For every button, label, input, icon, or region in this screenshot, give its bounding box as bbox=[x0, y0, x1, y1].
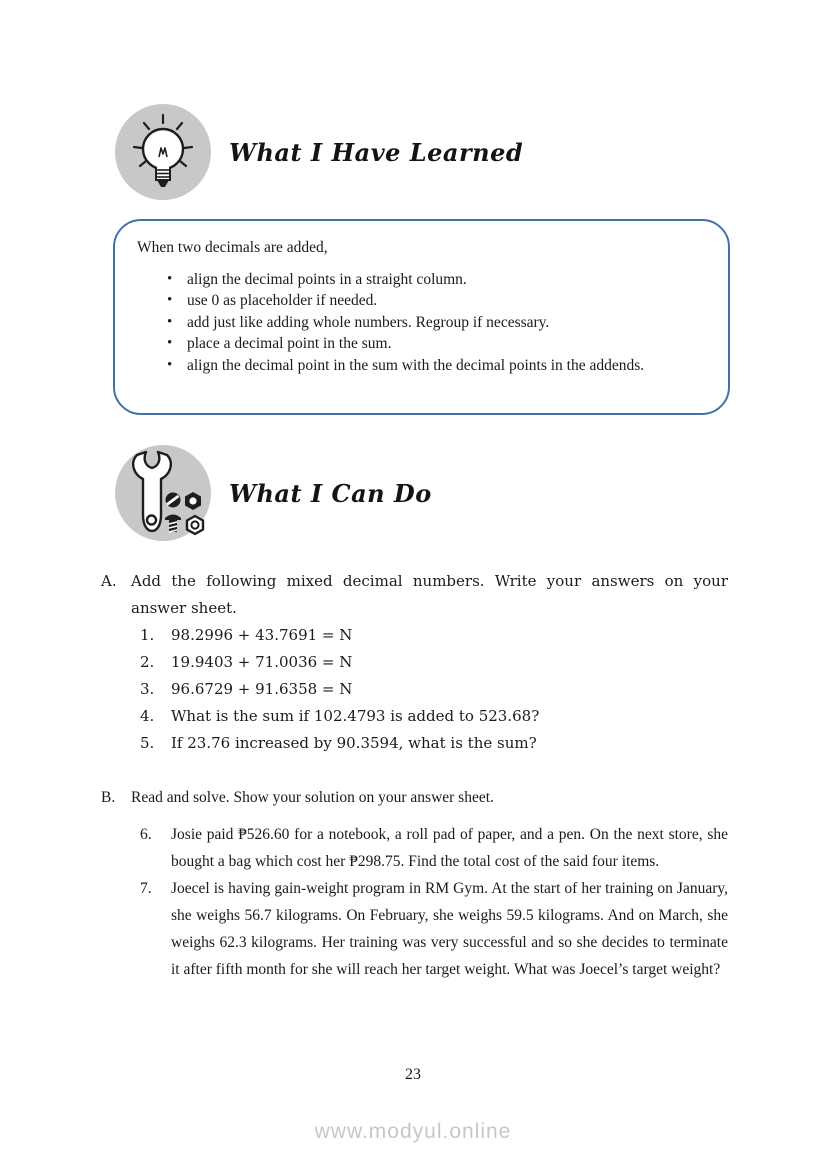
summary-bullet: • place a decimal point in the sum. bbox=[165, 333, 708, 355]
section-a-heading bbox=[101, 568, 728, 622]
question-number: 1. bbox=[140, 626, 155, 644]
question-item bbox=[140, 703, 728, 730]
summary-bullet: • align the decimal point in the sum with the decimal points in the addends. bbox=[165, 355, 708, 377]
question-number: 6. bbox=[140, 826, 152, 843]
question-text: 19.9403 + 71.0036 = N bbox=[171, 653, 353, 671]
summary-bullet-list bbox=[165, 269, 708, 377]
question-text: 96.6729 + 91.6358 = N bbox=[171, 680, 353, 698]
summary-bullet: • align the decimal points in a straight column. bbox=[165, 269, 708, 291]
section-b-question-list bbox=[140, 821, 728, 983]
summary-intro: When two decimals are added, bbox=[137, 239, 328, 256]
question-text: Josie paid ₱526.60 for a notebook, a roll pad of paper, and a pen. On the next store, she bought a bag which cost her ₱298.75. Find the total cost of the said four items. bbox=[171, 826, 728, 870]
question-number: 7. bbox=[140, 880, 152, 897]
question-number: 4. bbox=[140, 707, 155, 725]
question-text: Joecel is having gain-weight program in RM Gym. At the start of her training on January, she weighs 56.7 kilograms. On February, she weighs 59.5 kilograms. And on March, she weighs 62.3 kilograms. Her training was very successful and so she decides to terminate it after fifth month for she will reach her target weight. What was Joecel’s target weight? bbox=[171, 880, 728, 978]
section-b-heading bbox=[101, 784, 728, 811]
question-item bbox=[140, 875, 728, 983]
section-a-question-list bbox=[140, 622, 728, 757]
page-number: 23 bbox=[405, 1066, 421, 1083]
summary-box bbox=[113, 219, 730, 415]
exercises bbox=[101, 568, 728, 983]
lightbulb-icon bbox=[115, 104, 211, 200]
question-text: If 23.76 increased by 90.3594, what is the sum? bbox=[171, 734, 537, 752]
exercise-section-a bbox=[101, 568, 728, 757]
summary-bullet: • add just like adding whole numbers. Regroup if necessary. bbox=[165, 312, 708, 334]
question-number: 3. bbox=[140, 680, 155, 698]
section-a-instruction: Add the following mixed decimal numbers. Write your answers on your answer sheet. bbox=[131, 572, 728, 617]
section-header-what-i-can-do bbox=[115, 445, 432, 541]
wrench-icon bbox=[115, 445, 211, 541]
question-number: 5. bbox=[140, 734, 155, 752]
wrench-icon-graphic bbox=[115, 445, 211, 541]
question-item bbox=[140, 649, 728, 676]
question-text: What is the sum if 102.4793 is added to 523.68? bbox=[171, 707, 540, 725]
exercise-section-b bbox=[101, 784, 728, 983]
watermark: www.modyul.online bbox=[314, 1120, 512, 1143]
lightbulb-icon-graphic bbox=[115, 104, 211, 200]
question-item bbox=[140, 676, 728, 703]
question-item bbox=[140, 730, 728, 757]
question-item bbox=[140, 622, 728, 649]
question-item bbox=[140, 821, 728, 875]
section-b-instruction: Read and solve. Show your solution on your answer sheet. bbox=[131, 789, 494, 806]
section-header-what-i-have-learned bbox=[115, 104, 523, 200]
summary-bullet: • use 0 as placeholder if needed. bbox=[165, 290, 708, 312]
section-a-label: A. bbox=[101, 572, 117, 590]
section-b-label: B. bbox=[101, 789, 116, 806]
section-title-what-i-can-do: What I Can Do bbox=[229, 478, 432, 508]
question-text: 98.2996 + 43.7691 = N bbox=[171, 626, 353, 644]
section-title-what-i-have-learned: What I Have Learned bbox=[229, 137, 524, 167]
question-number: 2. bbox=[140, 653, 155, 671]
